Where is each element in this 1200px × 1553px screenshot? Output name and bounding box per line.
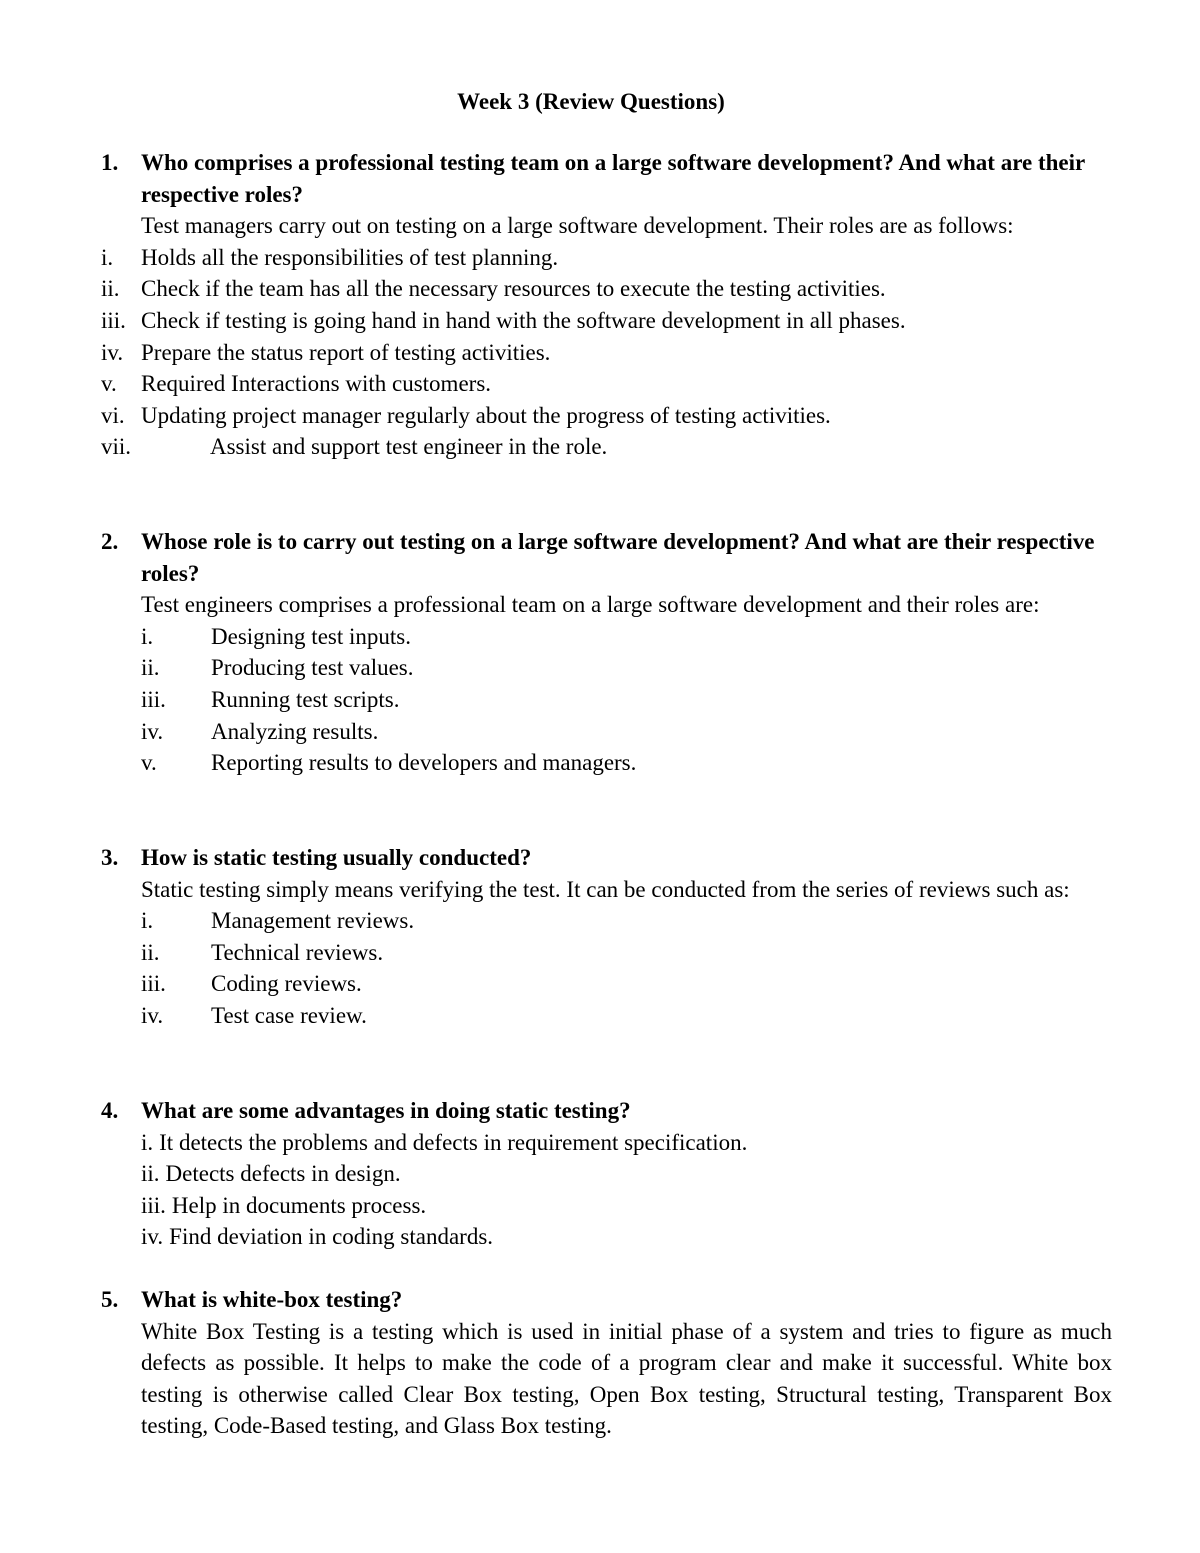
question-3 xyxy=(101,842,1112,1032)
answer-list xyxy=(141,1127,1112,1253)
answer-text: White Box Testing is a testing which is used in initial phase of a system and tries to figure as much defects as possible. It helps to make the code of a program clear and make it successful. White box testing is otherwise called Clear Box testing, Open Box testing, Structural testing, Transparent Box testing, Code-Based testing, and Glass Box testing. xyxy=(141,1318,1112,1439)
answer-list xyxy=(141,621,1112,779)
list-item: i. It detects the problems and defects in requirement specification. xyxy=(141,1129,748,1155)
list-item: ii. Producing test values. xyxy=(141,655,414,681)
answer-text: Static testing simply means verifying the test. It can be conducted from the series of reviews such as: xyxy=(141,876,1070,902)
list-item: i. Management reviews. xyxy=(141,908,415,934)
question-text: Whose role is to carry out testing on a large software development? And what are their respective roles? xyxy=(141,529,1095,586)
list-item: v. Reporting results to developers and managers. xyxy=(141,750,637,776)
answer-text: Test engineers comprises a professional team on a large software development and their roles are: xyxy=(141,592,1040,618)
question-number: 5. xyxy=(101,1287,119,1312)
list-item: iv. Find deviation in coding standards. xyxy=(141,1224,494,1250)
question-2 xyxy=(101,526,1112,779)
list-item: iii. Coding reviews. xyxy=(141,971,362,997)
question-5 xyxy=(101,1284,1112,1442)
page-title: Week 3 (Review Questions) xyxy=(457,89,725,114)
list-item: vii. Assist and support test engineer in the role. xyxy=(101,434,608,460)
list-item: i. Holds all the responsibilities of test planning. xyxy=(101,244,559,270)
question-text: What is white-box testing? xyxy=(141,1287,403,1312)
question-text: Who comprises a professional testing team on a large software development? And what are their respective roles? xyxy=(141,150,1085,207)
answer-list xyxy=(101,242,1112,463)
list-item: iv. Test case review. xyxy=(141,1002,367,1028)
question-heading xyxy=(101,842,1112,874)
list-item: ii. Technical reviews. xyxy=(141,939,384,965)
list-item: iii. Check if testing is going hand in hand with the software development in all phases. xyxy=(101,307,906,333)
list-item: ii. Check if the team has all the necessary resources to execute the testing activities. xyxy=(101,276,886,302)
question-number: 1. xyxy=(101,150,119,175)
question-heading xyxy=(101,526,1112,589)
answer-list xyxy=(141,905,1112,1031)
question-1 xyxy=(101,147,1112,463)
answer-text: Test managers carry out on testing on a large software development. Their roles are as follows: xyxy=(141,213,1014,239)
question-heading xyxy=(101,1095,1112,1127)
question-4 xyxy=(101,1095,1112,1253)
list-item: iii. Running test scripts. xyxy=(141,686,400,712)
list-item: ii. Detects defects in design. xyxy=(141,1161,401,1187)
question-text: What are some advantages in doing static testing? xyxy=(141,1098,631,1123)
question-heading xyxy=(101,1284,1112,1316)
list-item: iii. Help in documents process. xyxy=(141,1192,427,1218)
question-heading xyxy=(101,147,1112,210)
question-number: 2. xyxy=(101,529,119,554)
list-item: iv. Prepare the status report of testing activities. xyxy=(101,339,551,365)
question-number: 4. xyxy=(101,1098,119,1123)
list-item: vi. Updating project manager regularly about the progress of testing activities. xyxy=(101,402,831,428)
list-item: v. Required Interactions with customers. xyxy=(101,371,492,397)
question-number: 3. xyxy=(101,845,119,870)
question-text: How is static testing usually conducted? xyxy=(141,845,532,870)
list-item: i. Designing test inputs. xyxy=(141,623,411,649)
list-item: iv. Analyzing results. xyxy=(141,718,379,744)
